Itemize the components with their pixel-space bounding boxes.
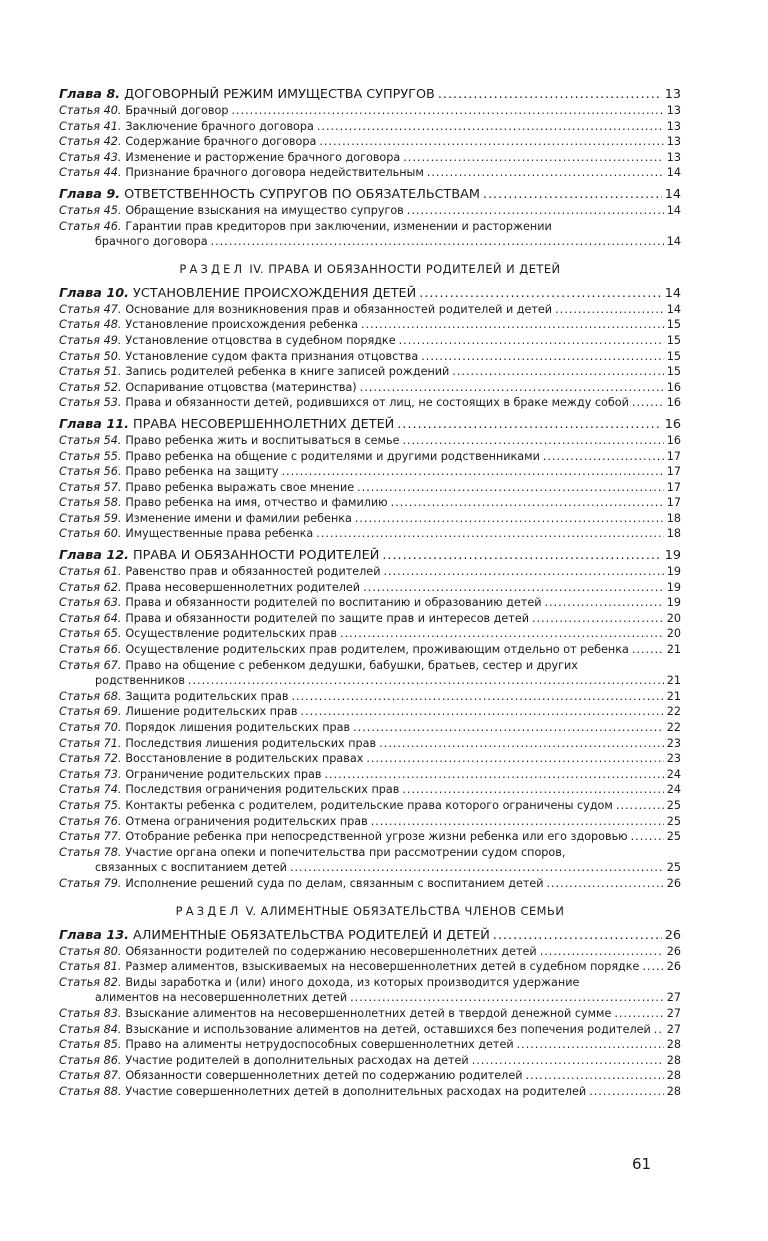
page-ref: 27 bbox=[666, 1022, 681, 1036]
article-entry[interactable] bbox=[59, 495, 681, 511]
article-title: Отобрание ребенка при непосредственной угрозе жизни ребенка или его здоровью bbox=[125, 830, 628, 844]
article-entry[interactable] bbox=[59, 134, 681, 150]
article-label: Статья 55. bbox=[59, 449, 122, 463]
dot-leader bbox=[543, 449, 664, 465]
section-heading bbox=[59, 261, 681, 277]
article-continuation bbox=[59, 673, 681, 689]
dot-leader bbox=[382, 547, 661, 564]
dot-leader bbox=[363, 580, 664, 596]
page-ref: 21 bbox=[666, 674, 681, 688]
article-label: Статья 87. bbox=[59, 1069, 122, 1083]
article-title: Обращение взыскания на имущество супругов bbox=[125, 203, 404, 217]
article-title: Осуществление родительских прав bbox=[125, 627, 338, 641]
article-entry[interactable] bbox=[59, 642, 681, 658]
article-label: Статья 46. bbox=[59, 219, 122, 233]
article-entry[interactable] bbox=[59, 526, 681, 542]
page-ref: 15 bbox=[666, 318, 681, 332]
page-ref: 26 bbox=[666, 944, 681, 958]
dot-leader bbox=[290, 860, 664, 876]
page-ref: 15 bbox=[666, 365, 681, 379]
article-title: Права несовершеннолетних родителей bbox=[125, 580, 361, 594]
chapter-entry[interactable] bbox=[59, 285, 681, 302]
dot-leader bbox=[472, 1053, 664, 1069]
chapter-entry[interactable] bbox=[59, 547, 681, 564]
page-ref: 17 bbox=[666, 480, 681, 494]
page-ref: 13 bbox=[664, 87, 681, 102]
article-label: Статья 48. bbox=[59, 318, 122, 332]
page-ref: 17 bbox=[666, 496, 681, 510]
article-title: Лишение родительских прав bbox=[125, 705, 298, 719]
chapter-title: ДОГОВОРНЫЙ РЕЖИМ ИМУЩЕСТВА СУПРУГОВ bbox=[124, 87, 435, 102]
article-label: Статья 43. bbox=[59, 150, 122, 164]
dot-leader bbox=[438, 86, 662, 103]
page-ref: 14 bbox=[664, 285, 681, 301]
chapter-title: ПРАВА И ОБЯЗАННОСТИ РОДИТЕЛЕЙ bbox=[133, 548, 380, 564]
article-entry[interactable] bbox=[59, 814, 681, 830]
article-entry[interactable] bbox=[59, 480, 681, 496]
dot-leader bbox=[421, 349, 664, 365]
chapter-title: ОТВЕТСТВЕННОСТЬ СУПРУГОВ ПО ОБЯЗАТЕЛЬСТВАМ bbox=[124, 186, 480, 202]
article-title: Обязанности родителей по содержанию несовершеннолетних детей bbox=[125, 944, 537, 958]
dot-leader bbox=[211, 234, 664, 250]
dot-leader bbox=[452, 364, 663, 380]
article-title: Участие совершеннолетних детей в дополнительных расходах на родителей bbox=[125, 1084, 587, 1098]
article-entry[interactable] bbox=[59, 580, 681, 596]
article-title: Взыскание и использование алиментов на детей, оставшихся без попечения родителей bbox=[125, 1022, 651, 1036]
article-title: Право ребенка на защиту bbox=[125, 465, 279, 479]
dot-leader bbox=[366, 751, 663, 767]
article-title: Запись родителей ребенка в книге записей рождений bbox=[125, 365, 450, 379]
article-entry[interactable] bbox=[59, 1068, 681, 1084]
article-title: Право ребенка на имя, отчество и фамилию bbox=[125, 496, 388, 510]
page-ref: 13 bbox=[666, 119, 681, 133]
dot-leader bbox=[654, 1022, 664, 1038]
article-label: Статья 88. bbox=[59, 1084, 122, 1098]
dot-leader bbox=[526, 1068, 664, 1084]
article-label: Статья 45. bbox=[59, 203, 122, 217]
article-title: Равенство прав и обязанностей родителей bbox=[125, 565, 381, 579]
article-title: Права и обязанности родителей по защите прав и интересов детей bbox=[125, 611, 529, 625]
page-ref: 28 bbox=[666, 1038, 681, 1052]
dot-leader bbox=[281, 464, 663, 480]
section-number: IV. bbox=[249, 261, 265, 276]
article-title: Участие родителей в дополнительных расходах на детей bbox=[125, 1053, 469, 1067]
page-ref: 28 bbox=[666, 1084, 681, 1098]
article-label: Статья 78. bbox=[59, 845, 122, 859]
article-label: Статья 82. bbox=[59, 975, 122, 989]
dot-leader bbox=[493, 927, 662, 944]
page-ref: 16 bbox=[664, 416, 681, 432]
article-label: Статья 85. bbox=[59, 1038, 122, 1052]
page-ref: 14 bbox=[666, 203, 681, 217]
article-entry[interactable] bbox=[59, 511, 681, 527]
article-entry[interactable] bbox=[59, 782, 681, 798]
dot-leader bbox=[544, 595, 663, 611]
page-ref: 22 bbox=[666, 705, 681, 719]
article-label: Статья 66. bbox=[59, 643, 122, 657]
article-label: Статья 65. bbox=[59, 627, 122, 641]
article-title-cont: родственников bbox=[95, 674, 185, 688]
dot-leader bbox=[419, 285, 661, 302]
article-entry[interactable] bbox=[59, 219, 681, 250]
dot-leader bbox=[383, 564, 663, 580]
dot-leader bbox=[379, 736, 664, 752]
article-title: Участие органа опеки и попечительства при рассмотрении судом споров, bbox=[125, 845, 566, 859]
page-ref: 27 bbox=[666, 991, 681, 1005]
dot-leader bbox=[188, 673, 664, 689]
page-ref: 22 bbox=[666, 721, 681, 734]
table-of-contents bbox=[59, 86, 681, 1099]
section-word: РАЗДЕЛ bbox=[179, 261, 246, 276]
article-entry[interactable] bbox=[59, 975, 681, 1006]
page-ref: 24 bbox=[666, 767, 681, 781]
page-ref: 17 bbox=[666, 449, 681, 463]
page-ref: 23 bbox=[666, 736, 681, 750]
page-ref: 25 bbox=[666, 830, 681, 844]
article-title: Права и обязанности детей, родившихся от лиц, не состоящих в браке между собой bbox=[125, 396, 629, 410]
article-continuation bbox=[59, 860, 681, 876]
section-number: V. bbox=[245, 903, 257, 918]
article-label: Статья 67. bbox=[59, 658, 122, 672]
article-entry[interactable] bbox=[59, 1084, 681, 1100]
page-ref: 17 bbox=[666, 465, 681, 479]
article-title: Гарантии прав кредиторов при заключении, изменении и расторжении bbox=[125, 219, 552, 233]
page-ref: 14 bbox=[666, 166, 681, 180]
dot-leader bbox=[532, 611, 664, 627]
dot-leader bbox=[642, 959, 663, 975]
article-entry[interactable] bbox=[59, 704, 681, 720]
chapter-title: АЛИМЕНТНЫЕ ОБЯЗАТЕЛЬСТВА РОДИТЕЛЕЙ И ДЕТЕЙ bbox=[133, 927, 490, 943]
article-title: Право ребенка выражать свое мнение bbox=[125, 480, 355, 494]
page-ref: 21 bbox=[666, 689, 681, 703]
article-entry[interactable] bbox=[59, 1006, 681, 1022]
dot-leader bbox=[316, 526, 664, 542]
chapter-entry[interactable] bbox=[59, 186, 681, 203]
article-title: Заключение брачного договора bbox=[125, 119, 314, 133]
article-label: Статья 79. bbox=[59, 876, 122, 890]
dot-leader bbox=[632, 395, 664, 411]
article-label: Статья 86. bbox=[59, 1053, 122, 1067]
dot-leader bbox=[391, 495, 664, 511]
article-title: Размер алиментов, взыскиваемых на несовершеннолетних детей в судебном порядке bbox=[125, 960, 640, 974]
page-ref: 16 bbox=[666, 380, 681, 394]
article-label: Статья 44. bbox=[59, 166, 122, 180]
article-title: Ограничение родительских прав bbox=[125, 767, 322, 781]
article-label: Статья 56. bbox=[59, 465, 122, 479]
article-label: Статья 59. bbox=[59, 511, 122, 525]
section-title: АЛИМЕНТНЫЕ ОБЯЗАТЕЛЬСТВА ЧЛЕНОВ СЕМЬИ bbox=[260, 903, 565, 918]
page-ref: 25 bbox=[666, 798, 681, 812]
article-first-line bbox=[59, 975, 681, 991]
article-title: Осуществление родительских прав родителем, проживающим отдельно от ребенка bbox=[125, 643, 629, 657]
article-title: Изменение и расторжение брачного договора bbox=[125, 150, 401, 164]
article-first-line bbox=[59, 658, 681, 674]
article-first-line bbox=[59, 219, 681, 235]
article-title: Установление отцовства в судебном порядке bbox=[125, 333, 396, 347]
article-label: Статья 69. bbox=[59, 705, 122, 719]
dot-leader bbox=[350, 990, 664, 1006]
article-title: Основание для возникновения прав и обязанностей родителей и детей bbox=[125, 302, 553, 316]
article-label: Статья 57. bbox=[59, 480, 122, 494]
article-entry[interactable] bbox=[59, 103, 681, 119]
dot-leader bbox=[616, 798, 664, 814]
page-ref: 21 bbox=[666, 643, 681, 657]
article-label: Статья 72. bbox=[59, 752, 122, 766]
article-entry[interactable] bbox=[59, 876, 681, 892]
page-ref: 25 bbox=[666, 861, 681, 875]
article-label: Статья 62. bbox=[59, 580, 122, 594]
article-entry[interactable] bbox=[59, 302, 681, 318]
article-entry[interactable] bbox=[59, 150, 681, 166]
article-entry[interactable] bbox=[59, 959, 681, 975]
article-label: Статья 71. bbox=[59, 736, 122, 750]
dot-leader bbox=[517, 1037, 664, 1053]
article-label: Статья 54. bbox=[59, 433, 122, 447]
article-entry[interactable] bbox=[59, 1037, 681, 1053]
dot-leader bbox=[371, 814, 664, 830]
article-entry[interactable] bbox=[59, 944, 681, 960]
chapter-entry[interactable] bbox=[59, 416, 681, 433]
article-title: Признание брачного договора недействительным bbox=[125, 166, 424, 180]
page-ref: 24 bbox=[666, 783, 681, 797]
dot-leader bbox=[319, 134, 663, 150]
page-ref: 16 bbox=[666, 396, 681, 410]
article-label: Статья 50. bbox=[59, 349, 122, 363]
page-ref: 13 bbox=[666, 104, 681, 117]
page-ref: 14 bbox=[664, 186, 681, 202]
chapter-label: Глава 12. bbox=[59, 548, 130, 564]
page-ref: 13 bbox=[666, 135, 681, 149]
article-label: Статья 84. bbox=[59, 1022, 122, 1036]
article-entry[interactable] bbox=[59, 611, 681, 627]
article-label: Статья 53. bbox=[59, 396, 122, 410]
page-ref: 28 bbox=[666, 1069, 681, 1083]
dot-leader bbox=[614, 1006, 663, 1022]
article-entry[interactable] bbox=[59, 595, 681, 611]
article-title: Восстановление в родительских правах bbox=[125, 752, 364, 766]
page-ref: 28 bbox=[666, 1053, 681, 1067]
article-entry[interactable] bbox=[59, 317, 681, 333]
page-ref: 19 bbox=[666, 580, 681, 594]
article-title: Изменение имени и фамилии ребенка bbox=[125, 511, 352, 525]
article-entry[interactable] bbox=[59, 1022, 681, 1038]
dot-leader bbox=[301, 704, 664, 720]
article-label: Статья 74. bbox=[59, 783, 122, 797]
chapter-label: Глава 13. bbox=[59, 927, 130, 943]
article-label: Статья 47. bbox=[59, 302, 122, 316]
article-entry[interactable] bbox=[59, 349, 681, 365]
chapter-label: Глава 10. bbox=[59, 285, 130, 301]
article-entry[interactable] bbox=[59, 689, 681, 705]
article-title: Обязанности совершеннолетних детей по содержанию родителей bbox=[125, 1069, 523, 1083]
dot-leader bbox=[483, 186, 662, 203]
page-ref: 26 bbox=[666, 960, 681, 974]
article-entry[interactable] bbox=[59, 829, 681, 845]
chapter-label: Глава 8. bbox=[59, 87, 121, 102]
dot-leader bbox=[540, 944, 664, 960]
dot-leader bbox=[324, 767, 663, 783]
article-label: Статья 75. bbox=[59, 798, 122, 812]
article-label: Статья 80. bbox=[59, 944, 122, 958]
article-label: Статья 42. bbox=[59, 135, 122, 149]
page-ref: 16 bbox=[666, 433, 681, 447]
article-entry[interactable] bbox=[59, 798, 681, 814]
article-label: Статья 70. bbox=[59, 721, 122, 734]
article-title: Отмена ограничения родительских прав bbox=[125, 814, 368, 828]
article-entry[interactable] bbox=[59, 449, 681, 465]
article-entry[interactable] bbox=[59, 165, 681, 181]
article-label: Статья 52. bbox=[59, 380, 122, 394]
section-heading bbox=[59, 903, 681, 919]
article-label: Статья 81. bbox=[59, 960, 122, 974]
chapter-title: УСТАНОВЛЕНИЕ ПРОИСХОЖДЕНИЯ ДЕТЕЙ bbox=[133, 285, 417, 301]
dot-leader bbox=[403, 150, 664, 166]
page-number: 61 bbox=[632, 1155, 652, 1173]
article-label: Статья 64. bbox=[59, 611, 122, 625]
article-label: Статья 61. bbox=[59, 565, 122, 579]
article-title: Право на общение с ребенком дедушки, бабушки, братьев, сестер и других bbox=[125, 658, 578, 672]
page-ref: 26 bbox=[664, 927, 681, 943]
article-title: Последствия лишения родительских прав bbox=[125, 736, 377, 750]
article-title: Установление судом факта признания отцовства bbox=[125, 349, 419, 363]
page-ref: 25 bbox=[666, 814, 681, 828]
section-word: РАЗДЕЛ bbox=[175, 903, 242, 918]
page-ref: 15 bbox=[666, 349, 681, 363]
page-ref: 19 bbox=[666, 596, 681, 610]
dot-leader bbox=[589, 1084, 664, 1100]
article-title: Взыскание алиментов на несовершеннолетних детей в твердой денежной сумме bbox=[125, 1006, 612, 1020]
article-title: Порядок лишения родительских прав bbox=[125, 721, 351, 734]
page-ref: 15 bbox=[666, 333, 681, 347]
page-ref: 20 bbox=[666, 627, 681, 641]
page-ref: 13 bbox=[666, 150, 681, 164]
article-entry[interactable] bbox=[59, 433, 681, 449]
chapter-label: Глава 11. bbox=[59, 416, 130, 432]
dot-leader bbox=[357, 480, 664, 496]
dot-leader bbox=[399, 333, 664, 349]
article-entry[interactable] bbox=[59, 720, 681, 736]
article-title: Защита родительских прав bbox=[125, 689, 289, 703]
dot-leader bbox=[355, 511, 664, 527]
page-ref: 26 bbox=[666, 876, 681, 890]
article-first-line bbox=[59, 845, 681, 861]
article-label: Статья 51. bbox=[59, 365, 122, 379]
article-label: Статья 49. bbox=[59, 333, 122, 347]
dot-leader bbox=[631, 829, 664, 845]
chapter-entry[interactable] bbox=[59, 86, 681, 103]
article-title: Право на алименты нетрудоспособных совершеннолетних детей bbox=[125, 1038, 514, 1052]
article-label: Статья 77. bbox=[59, 830, 122, 844]
dot-leader bbox=[353, 720, 664, 736]
article-label: Статья 58. bbox=[59, 496, 122, 510]
article-title: Оспаривание отцовства (материнства) bbox=[125, 380, 357, 394]
article-label: Статья 63. bbox=[59, 596, 122, 610]
article-continuation bbox=[59, 990, 681, 1006]
dot-leader bbox=[407, 203, 664, 219]
dot-leader bbox=[427, 165, 664, 181]
dot-leader bbox=[340, 626, 664, 642]
article-title: Право ребенка жить и воспитываться в семье bbox=[125, 433, 400, 447]
article-label: Статья 83. bbox=[59, 1006, 122, 1020]
article-title: Право ребенка на общение с родителями и другими родственниками bbox=[125, 449, 540, 463]
dot-leader bbox=[402, 782, 663, 798]
article-entry[interactable] bbox=[59, 736, 681, 752]
article-entry[interactable] bbox=[59, 1053, 681, 1069]
dot-leader bbox=[547, 876, 664, 892]
article-entry[interactable] bbox=[59, 845, 681, 876]
article-title: Контакты ребенка с родителем, родительские права которого ограничены судом bbox=[125, 798, 613, 812]
page-ref: 18 bbox=[666, 511, 681, 525]
article-label: Статья 73. bbox=[59, 767, 122, 781]
article-entry[interactable] bbox=[59, 464, 681, 480]
section-title: ПРАВА И ОБЯЗАННОСТИ РОДИТЕЛЕЙ И ДЕТЕЙ bbox=[268, 261, 561, 276]
dot-leader bbox=[555, 302, 664, 318]
page-ref: 23 bbox=[666, 752, 681, 766]
dot-leader bbox=[397, 416, 661, 433]
article-title: Исполнение решений суда по делам, связанным с воспитанием детей bbox=[125, 876, 544, 890]
article-label: Статья 76. bbox=[59, 814, 122, 828]
article-entry[interactable] bbox=[59, 364, 681, 380]
page-ref: 14 bbox=[666, 235, 681, 249]
article-title: Содержание брачного договора bbox=[125, 135, 317, 149]
dot-leader bbox=[632, 642, 664, 658]
article-label: Статья 41. bbox=[59, 119, 122, 133]
article-label: Статья 68. bbox=[59, 689, 122, 703]
dot-leader bbox=[317, 119, 664, 135]
article-title: Установление происхождения ребенка bbox=[125, 318, 358, 332]
article-continuation bbox=[59, 234, 681, 250]
page-ref: 27 bbox=[666, 1006, 681, 1020]
chapter-entry[interactable] bbox=[59, 927, 681, 944]
page-ref: 14 bbox=[666, 302, 681, 316]
article-entry[interactable] bbox=[59, 395, 681, 411]
page-ref: 19 bbox=[664, 548, 681, 564]
dot-leader bbox=[360, 380, 664, 396]
article-title-cont: связанных с воспитанием детей bbox=[95, 861, 287, 875]
article-title-cont: алиментов на несовершеннолетних детей bbox=[95, 991, 348, 1005]
article-title: Брачный договор bbox=[125, 104, 229, 117]
page-ref: 20 bbox=[666, 611, 681, 625]
article-entry[interactable] bbox=[59, 767, 681, 783]
article-entry[interactable] bbox=[59, 333, 681, 349]
page-ref: 18 bbox=[666, 527, 681, 541]
article-title-cont: брачного договора bbox=[95, 235, 208, 249]
dot-leader bbox=[231, 103, 663, 119]
article-entry[interactable] bbox=[59, 626, 681, 642]
article-entry[interactable] bbox=[59, 564, 681, 580]
dot-leader bbox=[291, 689, 663, 705]
dot-leader bbox=[361, 317, 664, 333]
article-title: Права и обязанности родителей по воспитанию и образованию детей bbox=[125, 596, 542, 610]
article-entry[interactable] bbox=[59, 119, 681, 135]
dot-leader bbox=[402, 433, 663, 449]
article-title: Имущественные права ребенка bbox=[125, 527, 314, 541]
chapter-title: ПРАВА НЕСОВЕРШЕННОЛЕТНИХ ДЕТЕЙ bbox=[133, 416, 395, 432]
article-label: Статья 40. bbox=[59, 104, 122, 117]
article-label: Статья 60. bbox=[59, 527, 122, 541]
article-entry[interactable] bbox=[59, 751, 681, 767]
article-title: Последствия ограничения родительских прав bbox=[125, 783, 400, 797]
article-entry[interactable] bbox=[59, 203, 681, 219]
page-ref: 19 bbox=[666, 565, 681, 579]
article-entry[interactable] bbox=[59, 380, 681, 396]
article-entry[interactable] bbox=[59, 658, 681, 689]
chapter-label: Глава 9. bbox=[59, 186, 121, 202]
article-title: Виды заработка и (или) иного дохода, из которых производится удержание bbox=[125, 975, 580, 989]
